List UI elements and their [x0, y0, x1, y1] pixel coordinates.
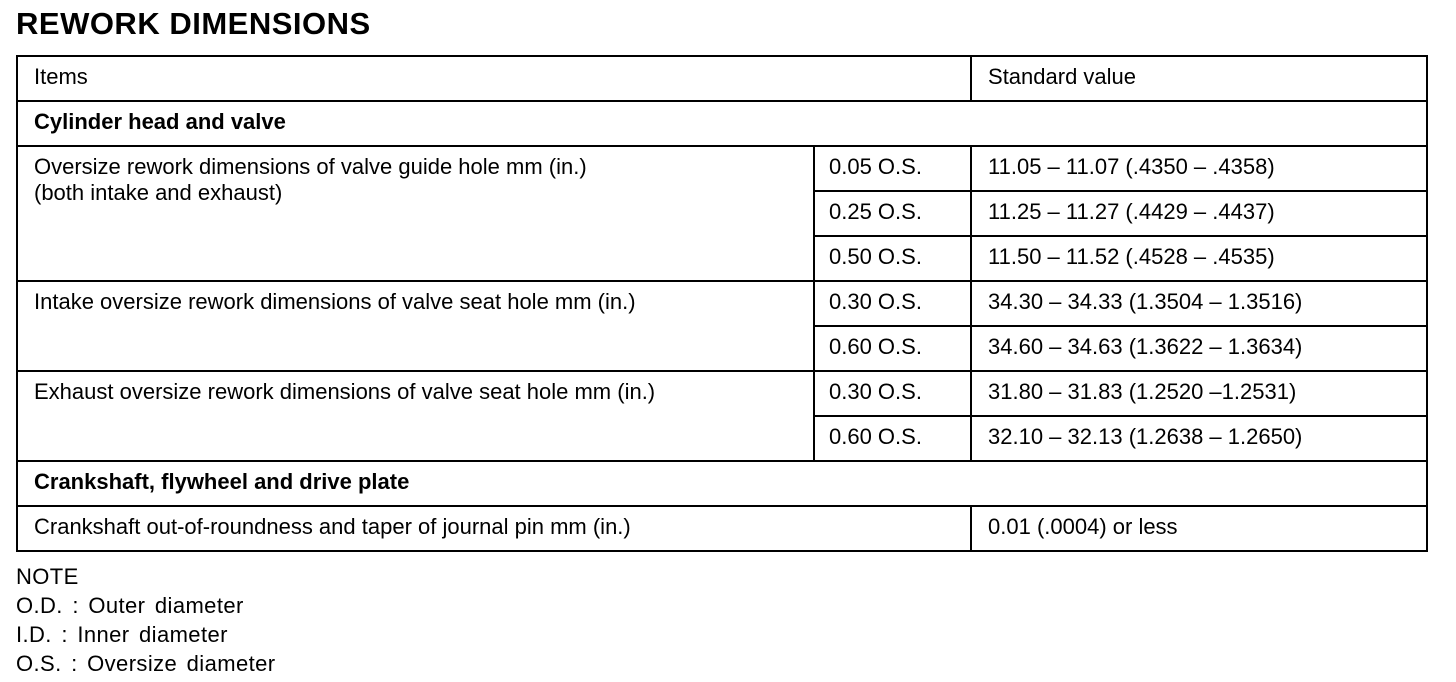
oversize-cell: 0.60 O.S. [814, 416, 971, 461]
oversize-cell: 0.30 O.S. [814, 371, 971, 416]
oversize-cell: 0.50 O.S. [814, 236, 971, 281]
table-row [17, 371, 1427, 416]
item-text-line: Oversize rework dimensions of valve guide hole mm (in.) [34, 154, 587, 179]
note-line-inner-diameter: I.D. : Inner diameter [16, 622, 228, 647]
standard-value-cell: 31.80 – 31.83 (1.2520 –1.2531) [971, 371, 1427, 416]
item-text-line: (both intake and exhaust) [34, 180, 283, 205]
note-heading: NOTE [16, 564, 79, 589]
standard-value-cell: 11.25 – 11.27 (.4429 – .4437) [971, 191, 1427, 236]
item-crankshaft-journal-pin: Crankshaft out-of-roundness and taper of journal pin mm (in.) [17, 506, 971, 551]
oversize-cell: 0.30 O.S. [814, 281, 971, 326]
note-line-outer-diameter: O.D. : Outer diameter [16, 593, 244, 618]
table-row [17, 506, 1427, 551]
standard-value-cell: 34.30 – 34.33 (1.3504 – 1.3516) [971, 281, 1427, 326]
section-row [17, 101, 1427, 146]
page-title: REWORK DIMENSIONS [16, 6, 371, 41]
standard-value-cell: 32.10 – 32.13 (1.2638 – 1.2650) [971, 416, 1427, 461]
items-column-header: Items [17, 56, 971, 101]
table-header-row [17, 56, 1427, 101]
item-valve-guide-hole [17, 146, 814, 281]
standard-value-column-header: Standard value [971, 56, 1427, 101]
oversize-cell: 0.05 O.S. [814, 146, 971, 191]
section-title-crankshaft: Crankshaft, flywheel and drive plate [17, 461, 1427, 506]
notes-block [16, 562, 275, 678]
note-line-oversize-diameter: O.S. : Oversize diameter [16, 651, 276, 676]
standard-value-cell: 11.05 – 11.07 (.4350 – .4358) [971, 146, 1427, 191]
item-intake-valve-seat-hole: Intake oversize rework dimensions of valve seat hole mm (in.) [17, 281, 814, 371]
section-row [17, 461, 1427, 506]
standard-value-cell: 34.60 – 34.63 (1.3622 – 1.3634) [971, 326, 1427, 371]
oversize-cell: 0.25 O.S. [814, 191, 971, 236]
section-title-cylinder-head: Cylinder head and valve [17, 101, 1427, 146]
table-row [17, 146, 1427, 191]
table-row [17, 281, 1427, 326]
standard-value-cell: 0.01 (.0004) or less [971, 506, 1427, 551]
rework-dimensions-table [16, 55, 1428, 552]
standard-value-cell: 11.50 – 11.52 (.4528 – .4535) [971, 236, 1427, 281]
item-exhaust-valve-seat-hole: Exhaust oversize rework dimensions of valve seat hole mm (in.) [17, 371, 814, 461]
oversize-cell: 0.60 O.S. [814, 326, 971, 371]
